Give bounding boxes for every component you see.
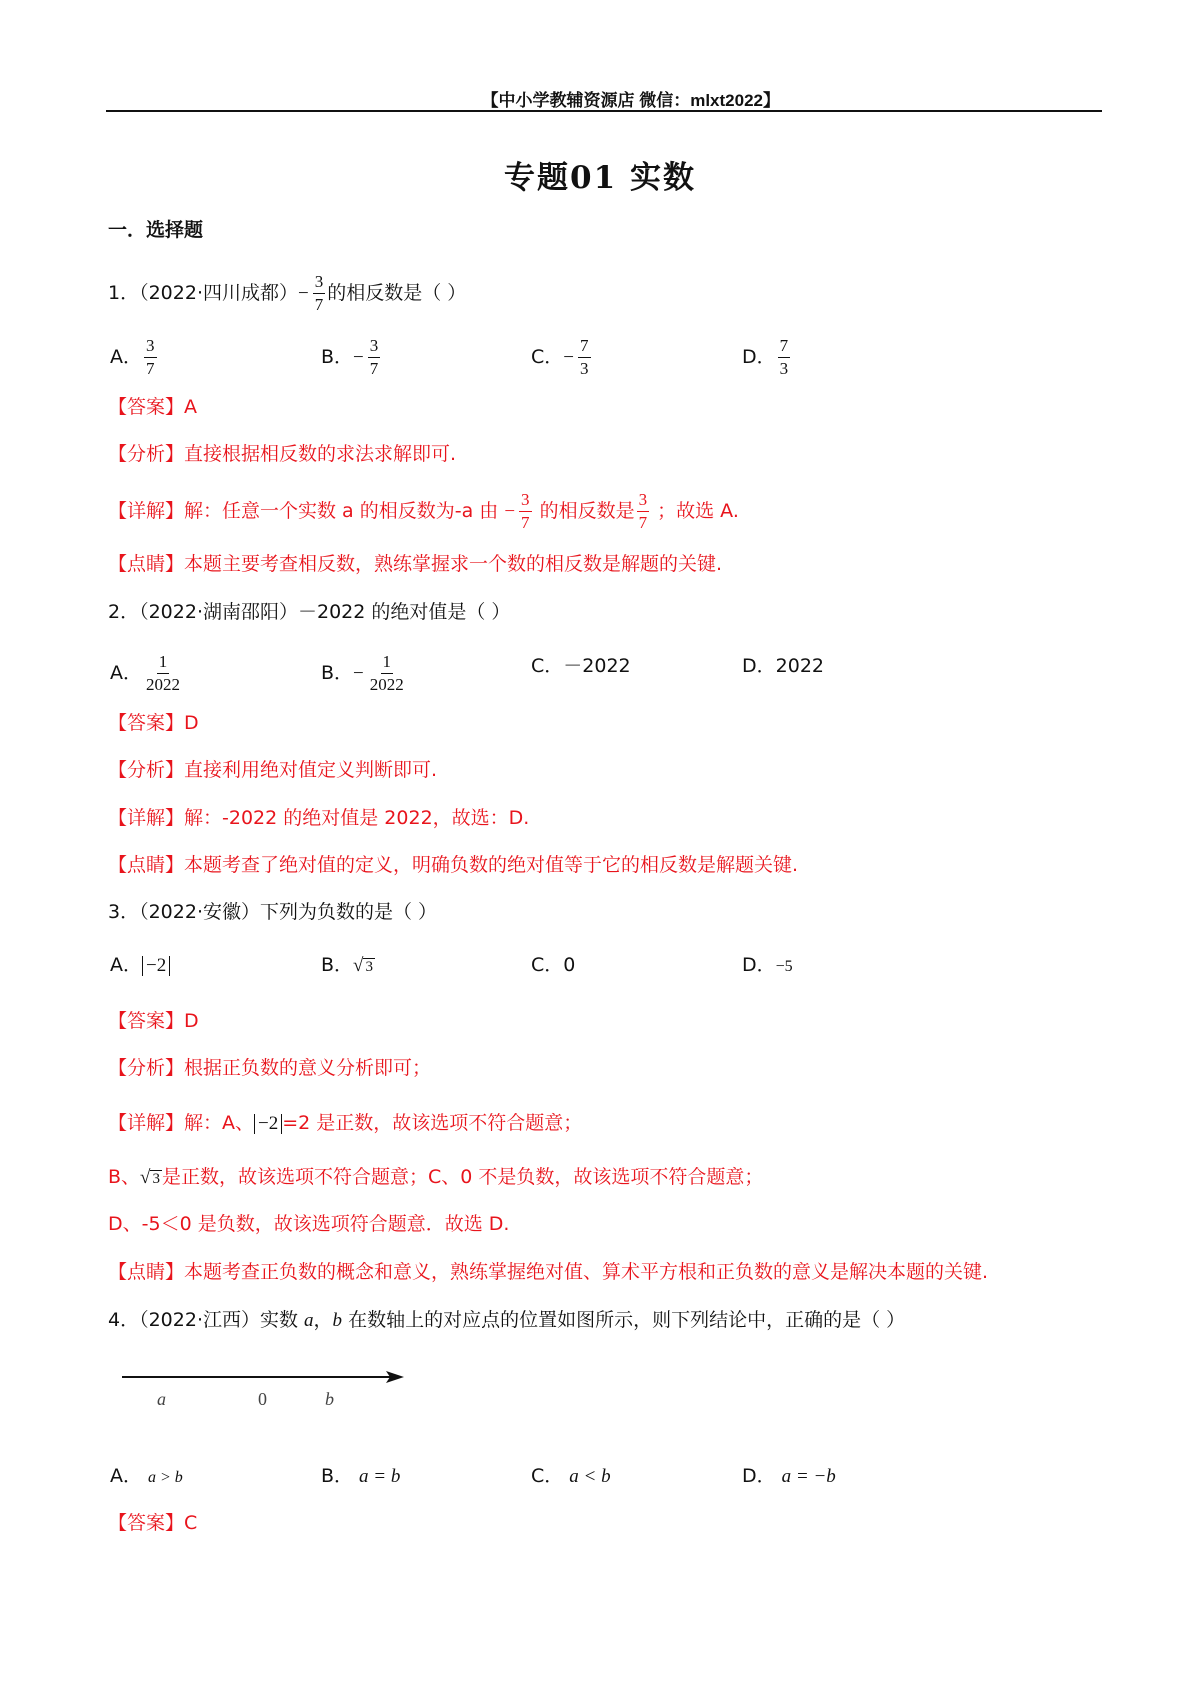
- q1-answer: 【答案】A: [108, 396, 198, 418]
- q1-option-a: A． $\frac{3}{7}$: [110, 336, 155, 378]
- q1-stem: 1．（2022·四川成都）− $\frac{3}{7}$ 的相反数是（ ）: [108, 272, 467, 314]
- number-line-label-b: b: [325, 1389, 334, 1409]
- q3-option-c: C．0: [531, 954, 576, 976]
- q2-option-a: A． $\frac{1}{2022}$: [110, 652, 180, 694]
- q1-analysis: 【分析】直接根据相反数的求法求解即可.: [108, 443, 457, 465]
- q2-stem: 2．（2022·湖南邵阳）－2022 的绝对值是（ ）: [108, 601, 511, 623]
- q3-answer: 【答案】D: [108, 1010, 199, 1032]
- q3-detail: 【详解】解：A、 −2 =2 是正数，故该选项不符合题意；: [108, 1112, 583, 1134]
- q1-option-c: C．− $\frac{7}{3}$: [531, 336, 589, 378]
- q2-analysis: 【分析】直接利用绝对值定义判断即可.: [108, 759, 438, 781]
- q4-option-b: B． a = b: [321, 1465, 401, 1487]
- q2-answer: 【答案】D: [108, 712, 199, 734]
- q4-answer: 【答案】C: [108, 1512, 198, 1534]
- q3-option-b: B．√ 3: [321, 954, 373, 976]
- q1-stem-prefix: 1．（2022·四川成都）: [108, 282, 298, 304]
- q4-option-d: D． a = −b: [742, 1465, 836, 1487]
- q4-option-a: A． a > b: [110, 1465, 183, 1487]
- q4-option-c: C． a < b: [531, 1465, 611, 1487]
- q2-option-d: D．2022: [742, 655, 824, 677]
- q2-detail: 【详解】解：-2022 的绝对值是 2022，故选：D.: [108, 807, 530, 829]
- q3-option-a: A． −2: [110, 950, 170, 980]
- number-line-label-zero: 0: [258, 1389, 267, 1409]
- q2-option-c: C．－2022: [531, 655, 631, 677]
- section-heading: 一．选择题: [108, 219, 204, 241]
- q3-detail-line2: B、√ 3 是正数，故该选项不符合题意；C、0 不是负数，故该选项不符合题意；: [108, 1166, 764, 1188]
- q1-comment: 【点睛】本题主要考查相反数，熟练掌握求一个数的相反数是解题的关键.: [108, 553, 723, 575]
- q1-detail: 【详解】解：任意一个实数 a 的相反数为-a 由 − $\frac{3}{7}$ 的相反数是 $\frac{3}{7}$ ；故选 A.: [108, 490, 739, 532]
- header-divider: [106, 110, 1102, 112]
- q1-stem-fraction: $\frac{3}{7}$: [314, 272, 324, 314]
- q2-comment: 【点睛】本题考查了绝对值的定义，明确负数的绝对值等于它的相反数是解题关键.: [108, 854, 799, 876]
- number-line-figure: [120, 1362, 410, 1412]
- q1-option-b: B．− $\frac{3}{7}$: [321, 336, 379, 378]
- q4-stem: 4．（2022·江西）实数 a，b 在数轴上的对应点的位置如图所示，则下列结论中，正确的是（ ）: [108, 1309, 906, 1331]
- q3-option-d: D．−5: [742, 954, 793, 976]
- q3-comment: 【点睛】本题考查正负数的概念和意义，熟练掌握绝对值、算术平方根和正负数的意义是解决本题的关键.: [108, 1261, 989, 1283]
- q3-analysis: 【分析】根据正负数的意义分析即可；: [108, 1057, 432, 1079]
- q3-stem: 3．（2022·安徽）下列为负数的是（ ）: [108, 901, 438, 923]
- q1-stem-suffix: 的相反数是（ ）: [327, 282, 467, 304]
- q1-option-d: D． $\frac{7}{3}$: [742, 336, 789, 378]
- q2-option-b: B．− $\frac{1}{2022}$: [321, 652, 404, 694]
- page-title: 专题01 实数: [504, 160, 696, 196]
- q3-detail-line3: D、-5＜0 是负数，故该选项符合题意．故选 D.: [108, 1213, 510, 1235]
- number-line-label-a: a: [157, 1389, 166, 1409]
- header-text: 【中小学教辅资源店 微信：mlxt2022】: [481, 91, 780, 110]
